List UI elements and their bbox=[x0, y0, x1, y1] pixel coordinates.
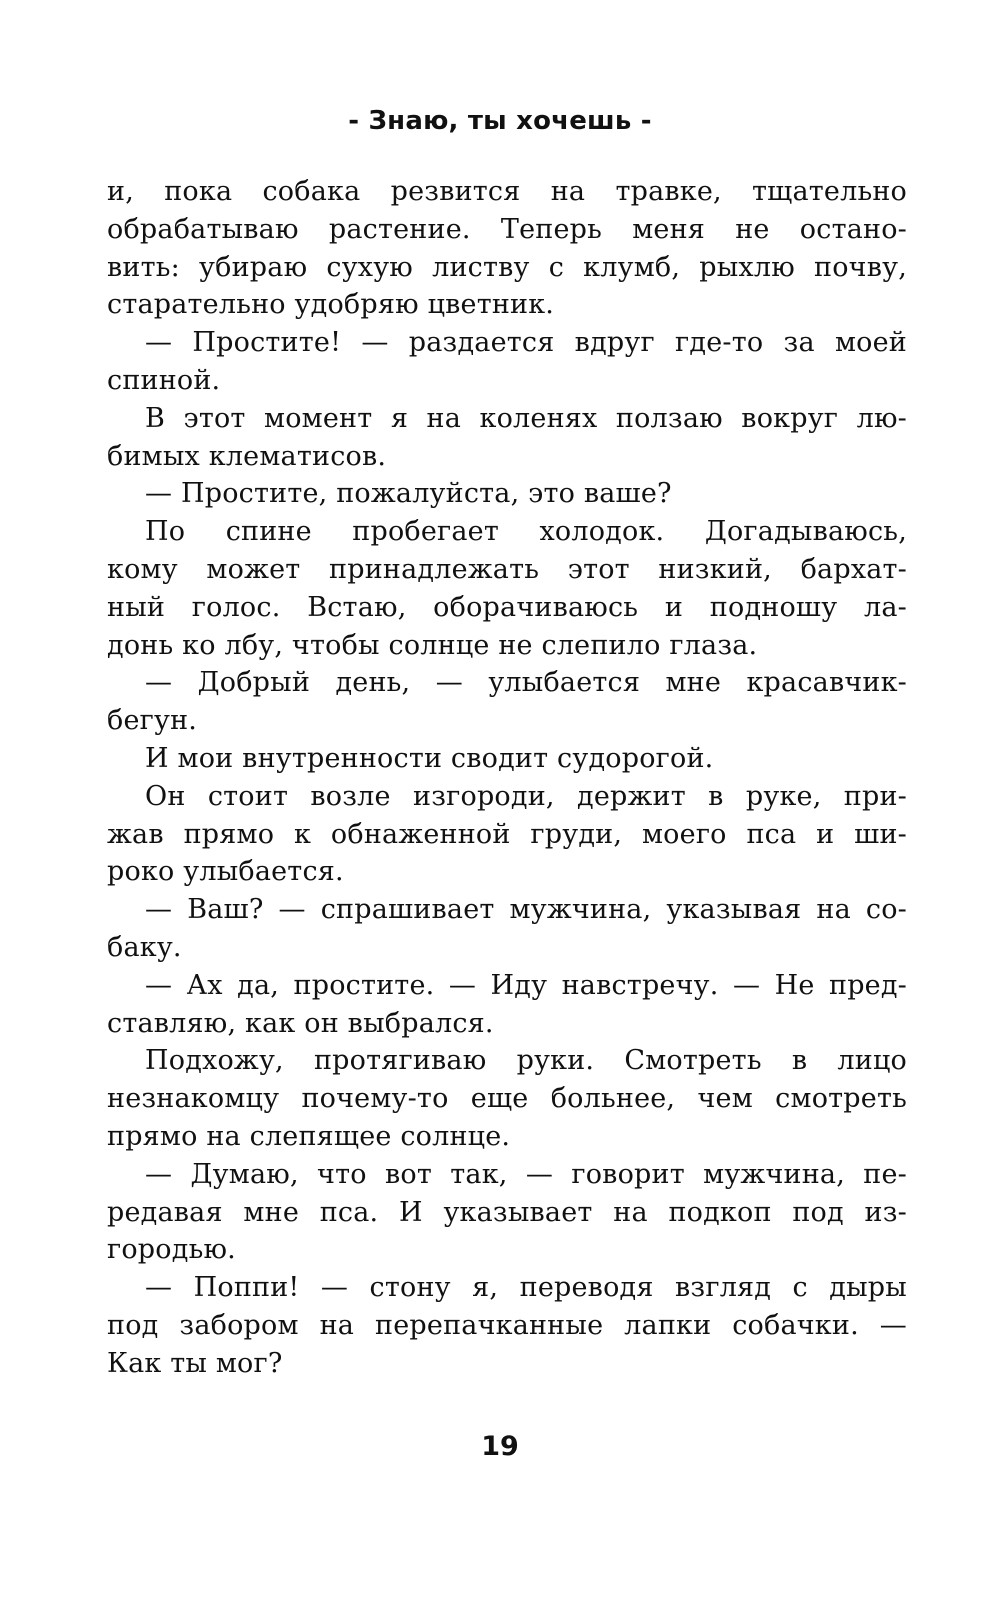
text-line: кому может принадлежать этот низкий, бархат- bbox=[107, 553, 907, 585]
text-line: — Простите! — раздается вдруг где-то за моей bbox=[145, 327, 907, 359]
text-line: В этот момент я на коленях ползаю вокруг лю- bbox=[145, 402, 907, 434]
running-header: - Знаю, ты хочешь - bbox=[348, 106, 652, 136]
text-line: — Думаю, что вот так, — говорит мужчина, пе- bbox=[145, 1158, 907, 1190]
text-line: под забором на перепачканные лапки собачки. — bbox=[107, 1309, 907, 1341]
text-line: прямо на слепящее солнце. bbox=[107, 1120, 511, 1152]
page-number: 19 bbox=[481, 1431, 519, 1462]
text-line: бимых клематисов. bbox=[107, 440, 387, 472]
text-line: Подхожу, протягиваю руки. Смотреть в лицо bbox=[145, 1045, 907, 1077]
text-line: роко улыбается. bbox=[107, 856, 344, 888]
text-line: спиной. bbox=[107, 364, 221, 396]
text-line: донь ко лбу, чтобы солнце не слепило глаза. bbox=[107, 629, 758, 661]
text-line: обрабатываю растение. Теперь меня не остано- bbox=[107, 213, 907, 245]
text-line: — Добрый день, — улыбается мне красавчик- bbox=[145, 667, 907, 699]
text-line: ставляю, как он выбрался. bbox=[107, 1007, 494, 1039]
text-line: городью. bbox=[107, 1234, 236, 1266]
text-line: Как ты мог? bbox=[107, 1347, 283, 1379]
text-line: бегун. bbox=[107, 705, 198, 737]
text-line: Он стоит возле изгороди, держит в руке, при- bbox=[145, 780, 907, 812]
body-text bbox=[107, 173, 907, 1383]
text-line: редавая мне пса. И указывает на подкоп под из- bbox=[107, 1196, 907, 1228]
text-line: и, пока собака резвится на травке, тщательно bbox=[107, 176, 907, 207]
text-line: — Ваш? — спрашивает мужчина, указывая на со- bbox=[145, 894, 907, 926]
text-line: ный голос. Встаю, оборачиваюсь и подношу ла- bbox=[107, 591, 907, 623]
text-line: — Ах да, простите. — Иду навстречу. — Не пред- bbox=[145, 969, 907, 1001]
text-line: незнакомцу почему-то еще больнее, чем смотреть bbox=[107, 1083, 907, 1115]
text-line: жав прямо к обнаженной груди, моего пса и ши- bbox=[107, 818, 907, 850]
text-line: — Простите, пожалуйста, это ваше? bbox=[145, 478, 672, 510]
text-line: вить: убираю сухую листву с клумб, рыхлю почву, bbox=[107, 251, 907, 283]
text-line: По спине пробегает холодок. Догадываюсь, bbox=[145, 516, 907, 548]
text-line: И мои внутренности сводит судорогой. bbox=[145, 742, 714, 774]
text-line: — Поппи! — стону я, переводя взгляд с дыры bbox=[145, 1272, 907, 1304]
text-line: баку. bbox=[107, 931, 182, 963]
text-line: старательно удобряю цветник. bbox=[107, 289, 555, 321]
